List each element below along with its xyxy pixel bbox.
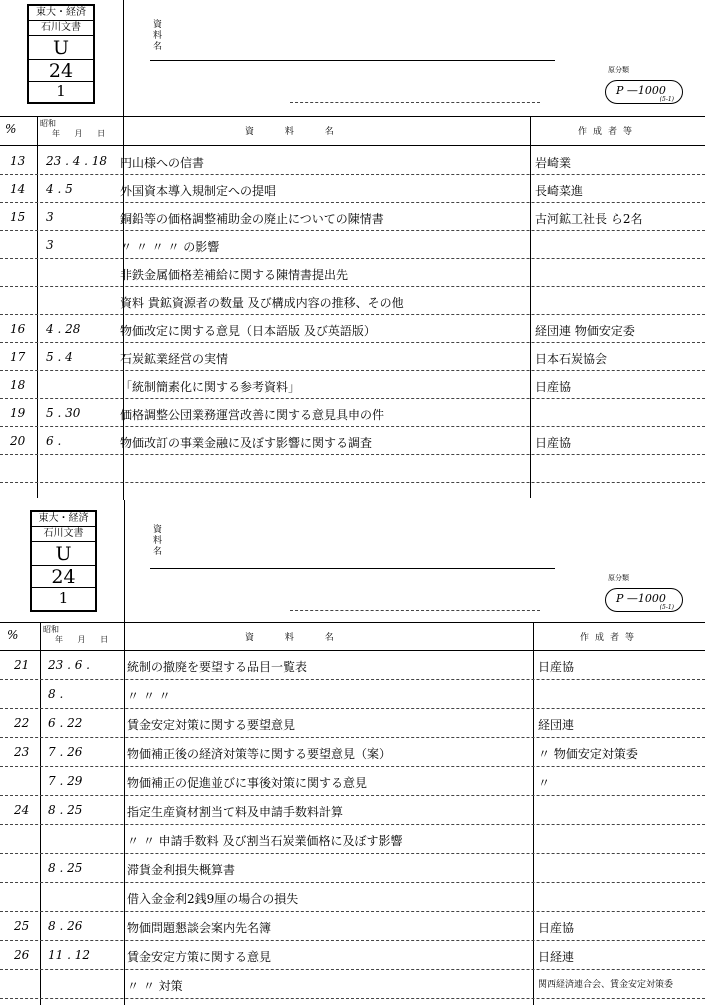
row-divider	[0, 911, 705, 912]
row-divider	[0, 969, 705, 970]
row-title: 価格調整公団業務運営改善に関する意見具申の件	[120, 408, 385, 422]
row-title: 借入金金利2銭9厘の場合の損失	[127, 892, 299, 906]
row-title: 賃金安定対策に関する要望意見	[127, 718, 296, 732]
row-divider	[0, 708, 705, 709]
row-divider	[0, 679, 705, 680]
row-number: 20	[10, 434, 26, 448]
row-number: 19	[10, 406, 26, 420]
row-divider	[0, 737, 705, 738]
row-title: 円山様への信書	[120, 156, 205, 170]
row-date: 8 . 26	[48, 919, 83, 933]
row-date: 7 . 29	[48, 774, 83, 788]
row-author: 日産協	[538, 921, 575, 935]
row-author: 〃 物価安定対策委	[538, 747, 638, 761]
row-author: 日本石炭協会	[535, 352, 608, 366]
row-author: 日産協	[538, 660, 575, 674]
row-date: 8 . 25	[48, 803, 83, 817]
row-author: 古河鉱工社長 ら2名	[535, 212, 643, 226]
classification-code: P —1000 (5-1)	[605, 80, 683, 104]
header-era: 昭和	[40, 119, 56, 128]
row-divider	[0, 824, 705, 825]
row-divider	[0, 286, 705, 287]
row-title: 非鉄金属価格差補給に関する陳情書提出先	[120, 268, 349, 282]
row-author: 関西経済連合会、賃金安定対策委	[538, 980, 674, 990]
row-author: 岩崎業	[535, 156, 572, 170]
row-title: 物価補正後の経済対策等に関する要望意見（案）	[127, 747, 392, 761]
row-number: 22	[14, 716, 30, 730]
row-title: 〃 〃 〃	[127, 689, 171, 703]
row-divider	[0, 342, 705, 343]
row-title: 〃 〃 申請手数料 及び割当石炭業価格に及ぼす影響	[127, 834, 403, 848]
row-title: 〃 〃 対策	[127, 979, 183, 993]
row-divider	[0, 398, 705, 399]
row-title: 外国資本導入規制定への提唱	[120, 184, 277, 198]
row-number: 17	[10, 350, 26, 364]
row-date: 6 . 22	[48, 716, 83, 730]
row-author: 日産協	[535, 380, 572, 394]
row-divider	[0, 482, 705, 483]
row-number: 26	[14, 948, 30, 962]
row-title: 物価改定に関する意見（日本語版 及び英語版）	[120, 324, 376, 338]
row-date: 3	[46, 210, 54, 224]
row-date: 5 . 30	[46, 406, 81, 420]
row-title: 物価問題懇談会案内先名簿	[127, 921, 272, 935]
row-title: 指定生産資材割当て料及申請手数料計算	[127, 805, 344, 819]
row-number: 15	[10, 210, 26, 224]
header-no: %	[5, 122, 17, 136]
row-date: 4 . 5	[46, 182, 73, 196]
stamp-collection: 石川文書	[29, 21, 93, 36]
row-title: 石炭鉱業経営の実情	[120, 352, 229, 366]
row-divider	[0, 882, 705, 883]
row-divider	[0, 940, 705, 941]
title-dotted-line	[290, 102, 540, 103]
stamp-volume-number: 24	[29, 60, 93, 82]
row-date: 5 . 4	[46, 350, 73, 364]
row-number: 24	[14, 803, 30, 817]
header-date: 年 月 日	[52, 129, 112, 138]
header-author: 作成者等	[578, 127, 639, 137]
row-title: 〃 〃 〃 〃 の影響	[120, 240, 220, 254]
row-title: 統制の撤廃を要望する品目一覧表	[127, 660, 308, 674]
document-sheet-2: 東大・経済 石川文書 U 24 1 資 料 名 原分類 P —1000 (5-1) % 昭和 年 月 日 資 料 名 作成者等 21 23 . 6 . 統制の撤廃を要望する品目一覧表 日産協 8 . 〃 〃 〃 22 6 . 22 賃金安定対策に関する要望意見 経団連 23 7 . 26 物価補正後の経済対策等に関する要望意見（案） 〃 物価安定対策委 7 . 29 物価補正の促進並びに事後対策に関する意見 〃 24 8 . 25 指定生産資材割当て料及申請手数料計算 〃 〃 申請手数料 及び割当石炭業価格に及ぼす影響 8 . 25 滞貨金利損失概算書 借入金金利2銭9厘の場合の損失 25 8 . 26 物価問題懇談会案内先名簿 日産協 26 11 . 12 賃金安定方策に関する意見 日経連 〃 〃 対策 関西経済連合会、賃金安定対策委	[0, 500, 705, 1005]
title-underline	[150, 60, 555, 61]
code-tag: 原分類	[608, 66, 629, 74]
row-divider	[0, 853, 705, 854]
row-title: 物価補正の促進並びに事後対策に関する意見	[127, 776, 368, 790]
stamp-university: 東大・経済	[29, 6, 93, 21]
header-title: 資 料 名	[245, 127, 348, 137]
archive-stamp-2: 東大・経済 石川文書 U 24 1	[30, 510, 97, 612]
row-number: 14	[10, 182, 26, 196]
row-divider	[0, 795, 705, 796]
title-label: 資 料 名	[153, 20, 163, 52]
row-number: 16	[10, 322, 26, 336]
stamp-volume-part: 1	[56, 82, 66, 100]
row-title: 物価改訂の事業金融に及ぼす影響に関する調査	[120, 436, 373, 450]
row-date: 11 . 12	[48, 948, 90, 962]
row-title: 「統制簡素化に関する参考資料」	[120, 380, 301, 394]
row-divider	[0, 766, 705, 767]
title-label-2: 資 料 名	[153, 525, 163, 557]
row-title: 資料 貴鉱資源者の数量 及び構成内容の推移、その他	[120, 296, 404, 310]
row-author: 長崎菜進	[535, 184, 584, 198]
row-number: 13	[10, 154, 26, 168]
row-date: 6 .	[46, 434, 62, 448]
row-divider	[0, 202, 705, 203]
row-date: 3	[46, 238, 54, 252]
row-number: 21	[14, 658, 30, 672]
stamp-volume-letter: U	[29, 36, 93, 60]
classification-code-2: P —1000 (5-1)	[605, 588, 683, 612]
row-divider	[0, 230, 705, 231]
row-divider	[0, 998, 705, 999]
row-number: 23	[14, 745, 30, 759]
row-date: 23 . 4 . 18	[46, 154, 108, 168]
row-divider	[0, 426, 705, 427]
row-author: 経団連 物価安定委	[535, 324, 635, 338]
row-title: 銅鉛等の価格調整補助金の廃止についての陳情書	[120, 212, 384, 226]
row-number: 25	[14, 919, 30, 933]
row-number: 18	[10, 378, 26, 392]
row-date: 7 . 26	[48, 745, 83, 759]
row-date: 8 . 25	[48, 861, 83, 875]
row-title: 賃金安定方策に関する意見	[127, 950, 272, 964]
row-author: 経団連	[538, 718, 575, 732]
row-author: 〃	[538, 776, 551, 790]
document-sheet-1	[0, 0, 705, 500]
row-title: 滞貨金利損失概算書	[127, 863, 236, 877]
row-date: 4 . 28	[46, 322, 81, 336]
row-author: 日経連	[538, 950, 575, 964]
row-divider	[0, 174, 705, 175]
row-divider	[0, 314, 705, 315]
row-date: 23 . 6 .	[48, 658, 90, 672]
row-divider	[0, 454, 705, 455]
row-divider	[0, 370, 705, 371]
row-divider	[0, 258, 705, 259]
archive-stamp	[27, 4, 95, 104]
row-author: 日産協	[535, 436, 572, 450]
row-date: 8 .	[48, 687, 64, 701]
